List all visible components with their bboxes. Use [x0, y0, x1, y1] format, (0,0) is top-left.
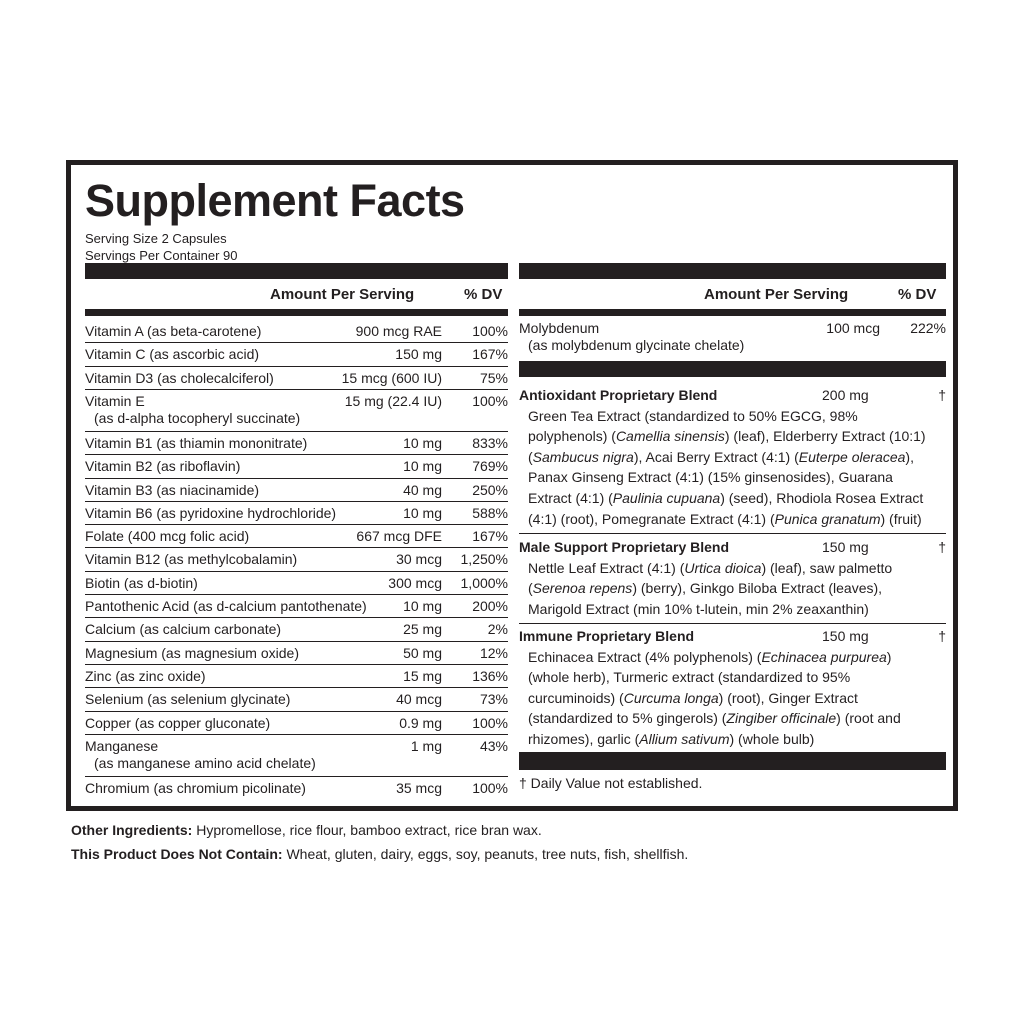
botanical-name: Zingiber officinale: [726, 710, 837, 727]
nutrient-name: Copper (as copper gluconate): [85, 714, 271, 731]
blend-description-line: (Sambucus nigra), Acai Berry Extract (4:1) (Euterpe oleracea),: [528, 448, 914, 465]
nutrient-dv: 167%: [472, 346, 508, 363]
row-divider: [85, 776, 508, 777]
nutrient-name: Chromium (as chromium picolinate): [85, 779, 306, 796]
nutrient-amount: 40 mg: [403, 481, 442, 498]
right-amount-header: Amount Per Serving: [704, 286, 849, 303]
nutrient-amount: 50 mg: [403, 644, 442, 661]
blend-description: [528, 647, 943, 750]
nutrient-dv: 222%: [910, 320, 946, 336]
nutrient-amount: 1 mg: [410, 737, 442, 754]
row-divider: [85, 389, 508, 390]
blend-dv: †: [938, 387, 946, 403]
nutrient-dv: 75%: [479, 369, 508, 386]
other-ingredients-text: Hypromellose, rice flour, bamboo extract, rice bran wax.: [192, 822, 542, 838]
nutrient-dv: 769%: [472, 458, 508, 475]
row-divider: [85, 711, 508, 712]
nutrient-name: Vitamin B6 (as pyridoxine hydrochloride): [85, 504, 337, 521]
row-divider: [85, 547, 508, 548]
row-divider: [85, 687, 508, 688]
row-divider: [85, 641, 508, 642]
nutrient-amount: 15 mg: [403, 667, 442, 684]
nutrient-name: Selenium (as selenium glycinate): [85, 691, 291, 708]
row-divider: [85, 524, 508, 525]
nutrient-sub: (as d-alpha tocopheryl succinate): [94, 409, 301, 426]
blend-description-line: polyphenols) (Camellia sinensis) (leaf), Elderberry Extract (10:1): [528, 428, 926, 445]
blend-description-line: (whole herb), Turmeric extract (standardized to 95%: [528, 669, 851, 686]
right-top-bar: [519, 263, 946, 279]
nutrient-name: Manganese: [85, 737, 159, 754]
servings-per-container: Servings Per Container 90: [85, 248, 238, 263]
blend-description-line: rhizomes), garlic (Allium sativum) (whole bulb): [528, 730, 815, 747]
nutrient-name: Pantothenic Acid (as d-calcium pantothenate): [85, 598, 367, 614]
serving-size: Serving Size 2 Capsules: [85, 231, 227, 246]
nutrient-amount: 100 mcg: [826, 320, 880, 336]
nutrient-name: Vitamin E: [85, 392, 145, 409]
blend-description-line: (Serenoa repens) (berry), Ginkgo Biloba Extract (leaves),: [528, 580, 883, 597]
row-divider: [85, 664, 508, 665]
nutrient-row: [85, 780, 508, 799]
blend-separator-bar: [519, 361, 946, 377]
blend-amount: 200 mg: [822, 387, 869, 403]
botanical-name: Paulinia cupuana: [612, 489, 721, 506]
botanical-name: Serenoa repens: [532, 580, 633, 597]
row-divider: [85, 617, 508, 618]
botanical-name: Euterpe oleracea: [798, 448, 906, 465]
nutrient-dv: 588%: [472, 504, 508, 521]
bottom-bar: [519, 752, 946, 770]
nutrient-row: [85, 598, 508, 617]
nutrient-dv: 833%: [472, 434, 508, 451]
nutrient-row: [85, 691, 508, 710]
blend-description: [528, 558, 943, 620]
blend-description-line: Panax Ginseng Extract (4:1) (15% ginsenosides), Guarana: [528, 469, 893, 486]
blend-dv: †: [938, 628, 946, 644]
other-ingredients-label: Other Ingredients:: [71, 822, 193, 838]
nutrient-amount: 15 mcg (600 IU): [341, 369, 442, 386]
nutrient-row: [85, 738, 508, 776]
nutrient-amount: 40 mcg: [396, 691, 442, 708]
nutrient-name: Biotin (as d-biotin): [85, 574, 198, 591]
nutrient-row: [85, 482, 508, 501]
blend-name: Male Support Proprietary Blend: [519, 539, 730, 555]
nutrient-row: [85, 393, 508, 431]
botanical-name: Allium sativum: [639, 730, 730, 747]
row-divider: [85, 478, 508, 479]
blend-name: Antioxidant Proprietary Blend: [519, 387, 718, 403]
botanical-name: Echinacea purpurea: [761, 648, 887, 665]
blend-immune: [519, 626, 946, 750]
nutrient-name: Vitamin B12 (as methylcobalamin): [85, 551, 298, 568]
nutrient-dv: 100%: [472, 323, 508, 339]
nutrient-row: [85, 621, 508, 640]
panel-title: Supplement Facts: [85, 175, 465, 226]
nutrient-sub: (as molybdenum glycinate chelate): [528, 337, 745, 353]
supplement-facts-panel: [66, 160, 958, 811]
nutrient-name: Folate (400 mcg folic acid): [85, 528, 250, 545]
nutrient-name: Vitamin D3 (as cholecalciferol): [85, 369, 274, 386]
row-divider: [85, 431, 508, 432]
nutrient-name: Vitamin B2 (as riboflavin): [85, 458, 241, 475]
botanical-name: Sambucus nigra: [532, 448, 634, 465]
blend-male-support: [519, 537, 946, 619]
nutrient-name: Zinc (as zinc oxide): [85, 667, 206, 684]
left-dv-header: % DV: [464, 286, 503, 303]
blend-amount: 150 mg: [822, 628, 869, 644]
does-not-contain: [71, 845, 688, 863]
nutrient-name: Calcium (as calcium carbonate): [85, 621, 282, 638]
nutrient-dv: 2%: [487, 621, 508, 638]
row-divider: [85, 454, 508, 455]
botanical-name: Camellia sinensis: [615, 428, 725, 445]
botanical-name: Curcuma longa: [623, 689, 719, 706]
nutrient-amount: 35 mcg: [396, 779, 442, 796]
right-header-bar: [519, 309, 946, 316]
nutrient-amount: 10 mg: [403, 504, 442, 521]
nutrient-dv: 250%: [472, 481, 508, 498]
nutrient-dv: 100%: [472, 779, 508, 796]
nutrient-row: [85, 575, 508, 594]
nutrient-amount: 667 mcg DFE: [356, 528, 442, 545]
blend-description-line: curcuminoids) (Curcuma longa) (root), Ginger Extract: [528, 689, 858, 706]
nutrient-amount: 15 mg (22.4 IU): [344, 392, 442, 409]
nutrient-dv: 43%: [479, 737, 508, 754]
nutrient-row: [85, 323, 508, 342]
right-dv-header: % DV: [898, 286, 937, 303]
nutrient-dv: 167%: [472, 528, 508, 545]
nutrient-amount: 900 mcg RAE: [355, 323, 442, 339]
blend-description-line: Nettle Leaf Extract (4:1) (Urtica dioica) (leaf), saw palmetto: [528, 559, 893, 576]
blend-description: [528, 406, 943, 530]
nutrient-dv: 136%: [472, 667, 508, 684]
nutrient-row: [85, 715, 508, 734]
blend-amount: 150 mg: [822, 539, 869, 555]
nutrient-amount: 0.9 mg: [399, 714, 442, 731]
nutrient-row: [85, 551, 508, 570]
blend-description-line: Extract (4:1) (Paulinia cupuana) (seed), Rhodiola Rosea Extract: [528, 489, 924, 506]
nutrient-dv: 100%: [472, 392, 508, 409]
blend-description-line: Marigold Extract (min 10% t-lutein, min 2% zeaxanthin): [528, 600, 869, 617]
row-divider: [519, 623, 946, 624]
nutrient-amount: 25 mg: [403, 621, 442, 638]
nutrient-row: [85, 370, 508, 389]
nutrient-amount: 10 mg: [403, 458, 442, 475]
blend-description-line: (standardized to 5% gingerols) (Zingiber officinale) (root and: [528, 710, 901, 727]
nutrient-dv: 1,250%: [460, 551, 508, 568]
nutrient-dv: 12%: [479, 644, 508, 661]
nutrient-row: [85, 528, 508, 547]
nutrient-name: Molybdenum: [519, 320, 600, 336]
nutrient-name: Magnesium (as magnesium oxide): [85, 644, 299, 661]
nutrient-amount: 10 mg: [403, 598, 442, 614]
row-divider: [85, 734, 508, 735]
blend-antioxidant: [519, 385, 946, 529]
other-ingredients: [71, 821, 542, 839]
nutrient-amount: 30 mcg: [396, 551, 442, 568]
does-not-contain-label: This Product Does Not Contain:: [71, 846, 283, 862]
daily-value-footnote: † Daily Value not established.: [519, 775, 703, 791]
nutrient-row: [85, 505, 508, 524]
row-divider: [85, 366, 508, 367]
blend-name: Immune Proprietary Blend: [519, 628, 695, 644]
botanical-name: Punica granatum: [774, 510, 881, 527]
nutrient-dv: 73%: [479, 691, 508, 708]
nutrient-dv: 200%: [472, 598, 508, 614]
nutrient-amount: 300 mcg: [388, 574, 442, 591]
nutrient-amount: 150 mg: [395, 346, 442, 363]
nutrient-row: [85, 346, 508, 365]
nutrient-name: Vitamin B3 (as niacinamide): [85, 481, 260, 498]
nutrient-row: [85, 458, 508, 477]
nutrient-row: [85, 645, 508, 664]
botanical-name: Urtica dioica: [684, 559, 762, 576]
does-not-contain-text: Wheat, gluten, dairy, eggs, soy, peanuts, tree nuts, fish, shellfish.: [282, 846, 689, 862]
blend-description-line: Echinacea Extract (4% polyphenols) (Echinacea purpurea): [528, 648, 892, 665]
nutrient-row: [85, 435, 508, 454]
nutrient-name: Vitamin A (as beta-carotene): [85, 323, 262, 339]
blend-dv: †: [938, 539, 946, 555]
row-divider: [85, 571, 508, 572]
nutrient-amount: 10 mg: [403, 434, 442, 451]
row-divider: [85, 594, 508, 595]
row-divider: [85, 501, 508, 502]
blend-description-line: Green Tea Extract (standardized to 50% EGCG, 98%: [528, 407, 858, 424]
left-header-bar: [85, 309, 508, 316]
nutrient-sub: (as manganese amino acid chelate): [94, 754, 316, 771]
nutrient-row: [85, 668, 508, 687]
row-divider: [85, 342, 508, 343]
nutrient-name: Vitamin B1 (as thiamin mononitrate): [85, 434, 308, 451]
blend-description-line: (4:1) (root), Pomegranate Extract (4:1) (Punica granatum) (fruit): [528, 510, 922, 527]
nutrient-dv: 1,000%: [460, 574, 508, 591]
nutrient-row-molybdenum: [519, 320, 946, 356]
left-amount-header: Amount Per Serving: [270, 286, 415, 303]
row-divider: [519, 533, 946, 534]
nutrient-dv: 100%: [472, 714, 508, 731]
left-top-bar: [85, 263, 508, 279]
nutrient-name: Vitamin C (as ascorbic acid): [85, 346, 260, 363]
